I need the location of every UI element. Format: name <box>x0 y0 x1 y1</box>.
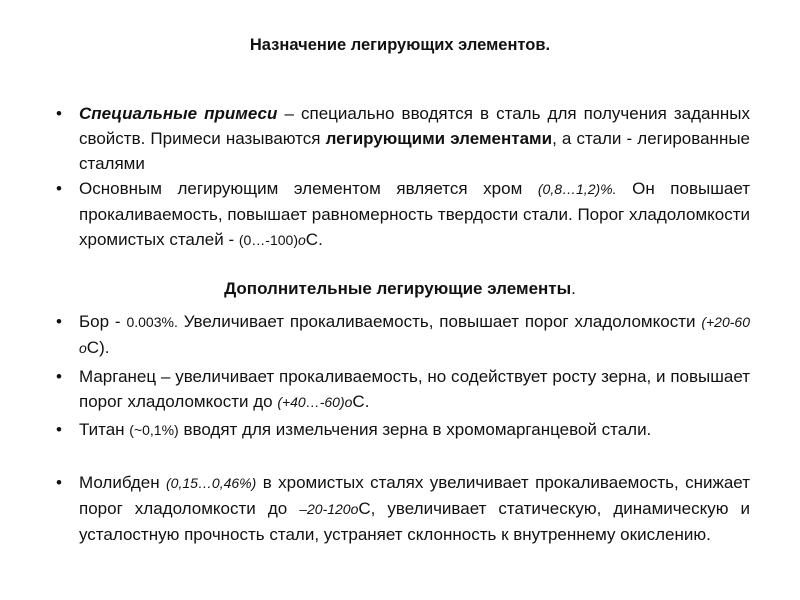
list-item-chromium <box>56 176 750 253</box>
bullet-icon: • <box>56 473 62 492</box>
text-segment: в хромистых сталях увеличивает прокаливаемость, снижает порог хладоломкости до <box>79 473 750 518</box>
term-alloying-elements: легирующими элементами <box>325 129 553 148</box>
term-special-impurities: Специальные примеси <box>79 104 278 123</box>
list-item-text <box>79 309 750 361</box>
subheading-period: . <box>571 279 576 298</box>
titanium-percent: (~0,1%) <box>129 422 179 438</box>
list-item-manganese <box>56 364 750 415</box>
boron-percent: 0.003%. <box>126 314 178 330</box>
bullet-icon: • <box>56 104 62 123</box>
degree-symbol: o <box>298 232 306 248</box>
text-segment: , а стали - легированные сталями <box>79 129 750 173</box>
list-item-text <box>79 417 750 443</box>
list-item-text <box>79 101 750 176</box>
list-item-special-impurities <box>56 101 750 176</box>
unit-celsius: С. <box>352 392 370 411</box>
list-item-titanium <box>56 417 750 443</box>
unit-celsius: С, <box>358 499 376 518</box>
text-segment: Увеличивает прокаливаемость, повышает порог хладоломкости <box>177 312 702 331</box>
temperature-range: (+40…-60) <box>277 394 345 410</box>
list-item-boron <box>56 309 750 361</box>
degree-symbol: o <box>344 394 353 410</box>
temperature-range: (+20-60 <box>701 314 750 330</box>
bullet-icon: • <box>56 420 62 439</box>
slide-title: Назначение легирующих элементов. <box>249 36 551 54</box>
unit-celsius: C. <box>305 230 323 249</box>
list-item-molybdenum <box>56 470 750 547</box>
temperature-range: (0…-100) <box>238 232 298 248</box>
bullet-icon: • <box>56 179 62 198</box>
chromium-range: (0,8…1,2)%. <box>537 181 617 197</box>
temperature-range: –20-120 <box>299 501 351 517</box>
text-segment: Молибден <box>79 473 166 492</box>
bullet-icon: • <box>56 367 62 386</box>
degree-symbol: o <box>79 340 87 356</box>
subheading-text: Дополнительные легирующие элементы <box>224 279 572 298</box>
bullet-icon: • <box>56 312 62 331</box>
text-segment: Марганец – увеличивает прокаливаемость, но содействует росту зерна, и повышает порог хладоломкости до <box>79 367 750 411</box>
text-segment: Титан <box>79 420 130 439</box>
degree-symbol: o <box>350 501 359 517</box>
text-segment: Он повышает прокаливаемость, повышает равномерность твердости стали. Порог хладоломкости хромистых сталей - <box>79 179 750 249</box>
text-segment: увеличивает статическую, динамическую и усталостную прочность стали, устраняет склонность к внутреннему окислению. <box>79 499 750 544</box>
section-subheading <box>0 276 800 301</box>
text-segment: вводят для измельчения зерна в хромомарганцевой стали. <box>178 420 652 439</box>
list-item-text <box>79 470 750 547</box>
list-item-text <box>79 176 750 253</box>
molybdenum-percent: (0,15…0,46%) <box>166 475 257 491</box>
text-segment: Бор - <box>79 312 127 331</box>
unit-celsius: С). <box>86 338 110 357</box>
list-item-text <box>79 364 750 415</box>
text-segment: – специально вводятся в сталь для получения заданных свойств. Примеси называются <box>79 104 750 148</box>
text-segment: Основным легирующим элементом является хром <box>79 179 538 198</box>
